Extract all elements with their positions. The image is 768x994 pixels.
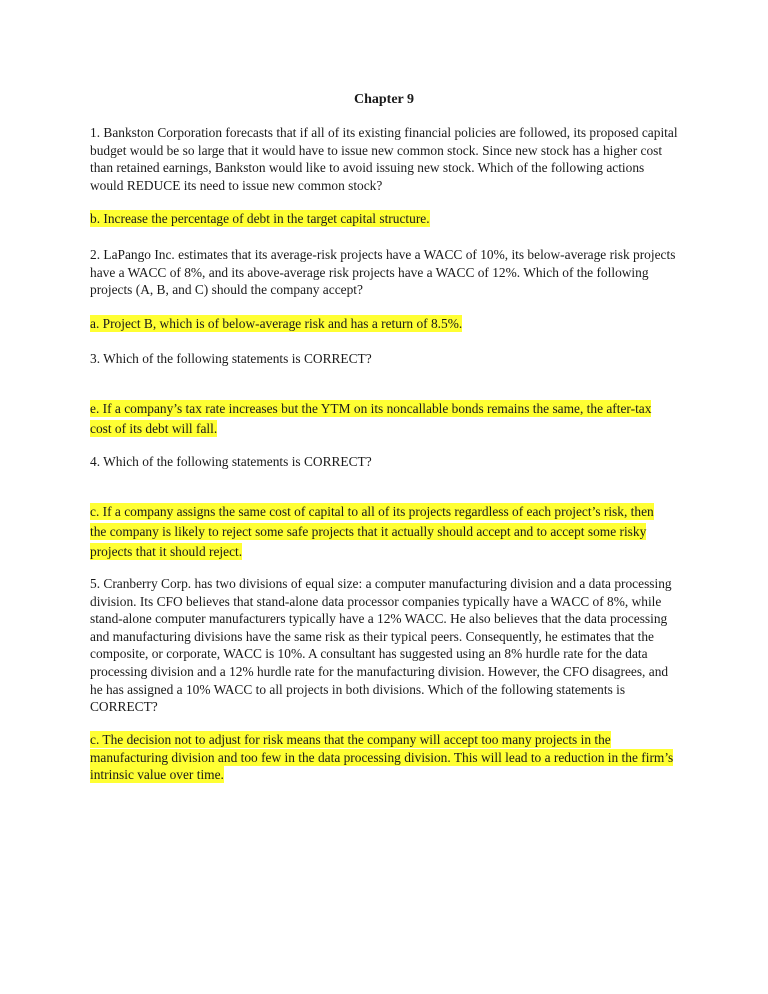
question-4-text: 4. Which of the following statements is CORRECT? — [90, 454, 372, 469]
answer-highlight: e. If a company’s tax rate increases but the YTM on its noncallable bonds remains the same, the after-tax cost of its debt will fall. — [90, 401, 652, 436]
answer-highlight: b. Increase the percentage of debt in the target capital structure. — [90, 211, 430, 226]
question-5-answer — [90, 731, 690, 784]
question-5-text: 5. Cranberry Corp. has two divisions of equal size: a computer manufacturing division and a data processing division. Its CFO believes that stand-alone data processor companies typically have a WACC of 8%, while stand-alone computer manufacturers typically have a 12% WACC. He also believes that the data processing and manufacturing divisions have the same risk as their typical peers. Consequently, he estimates that the composite, or corporate, WACC is 10%. A consultant has suggested using an 8% hurdle rate for the data processing division and a 12% hurdle rate for the manufacturing division. However, the CFO disagrees, and he has assigned a 10% WACC to all projects in both divisions. Which of the following statements is CORRECT? — [90, 576, 672, 715]
answer-highlight: a. Project B, which is of below-average risk and has a return of 8.5%. — [90, 316, 463, 331]
answer-highlight: c. If a company assigns the same cost of capital to all of its projects regardless of each project’s risk, then the company is likely to reject some safe projects that it actually should accept and to accept some risky projects that it should reject. — [90, 504, 654, 559]
answer-highlight: c. The decision not to adjust for risk means that the company will accept too many projects in the manufacturing division and too few in the data processing division. This will lead to a reduction in the firm’s intrinsic value over time. — [90, 732, 674, 782]
question-3-text: 3. Which of the following statements is CORRECT? — [90, 351, 372, 366]
question-1-text: 1. Bankston Corporation forecasts that if all of its existing financial policies are followed, its proposed capital budget would be so large that it would have to issue new common stock. Since new stock has a higher cost than retained earnings, Bankston would like to avoid issuing new stock. Which of the following actions would REDUCE its need to issue new common stock? — [90, 125, 678, 193]
question-2-text: 2. LaPango Inc. estimates that its average-risk projects have a WACC of 10%, its below-average risk projects have a WACC of 8%, and its above-average risk projects have a WACC of 12%. Which of the following projects (A, B, and C) should the company accept? — [90, 247, 676, 298]
question-4-answer — [90, 502, 670, 562]
question-3-answer — [90, 399, 670, 439]
question-1-answer — [90, 210, 690, 228]
page-title: Chapter 9 — [353, 92, 415, 107]
question-2-answer — [90, 315, 690, 333]
